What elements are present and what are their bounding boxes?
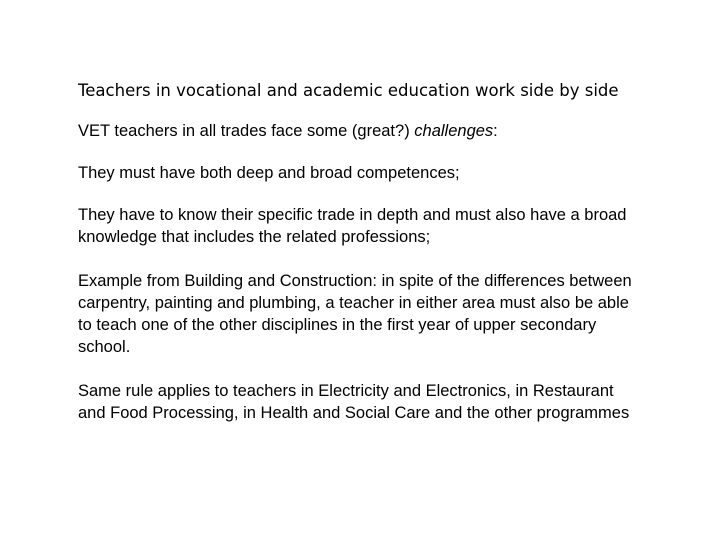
paragraph-competences: They must have both deep and broad competences;	[78, 164, 460, 182]
paragraph-same-rule: Same rule applies to teachers in Electricity and Electronics, in Restaurant and Food Processing, in Health and Social Care and the other programmes	[78, 382, 630, 422]
challenge-emphasis: challenges	[414, 122, 494, 140]
paragraph-trade-knowledge: They have to know their specific trade in depth and must also have a broad knowledge that includes the related professions;	[78, 206, 627, 246]
challenge-suffix: :	[493, 122, 498, 140]
slide-content	[78, 80, 638, 446]
paragraph-building-example: Example from Building and Construction: in spite of the differences between carpentry, painting and plumbing, a teacher in either area must also be able to teach one of the other disciplines in the first year of upper secondary school.	[78, 272, 632, 356]
challenge-line	[78, 120, 638, 142]
slide-title: Teachers in vocational and academic education work side by side	[78, 81, 619, 100]
challenge-prefix: VET teachers in all trades face some (great?)	[78, 122, 415, 140]
